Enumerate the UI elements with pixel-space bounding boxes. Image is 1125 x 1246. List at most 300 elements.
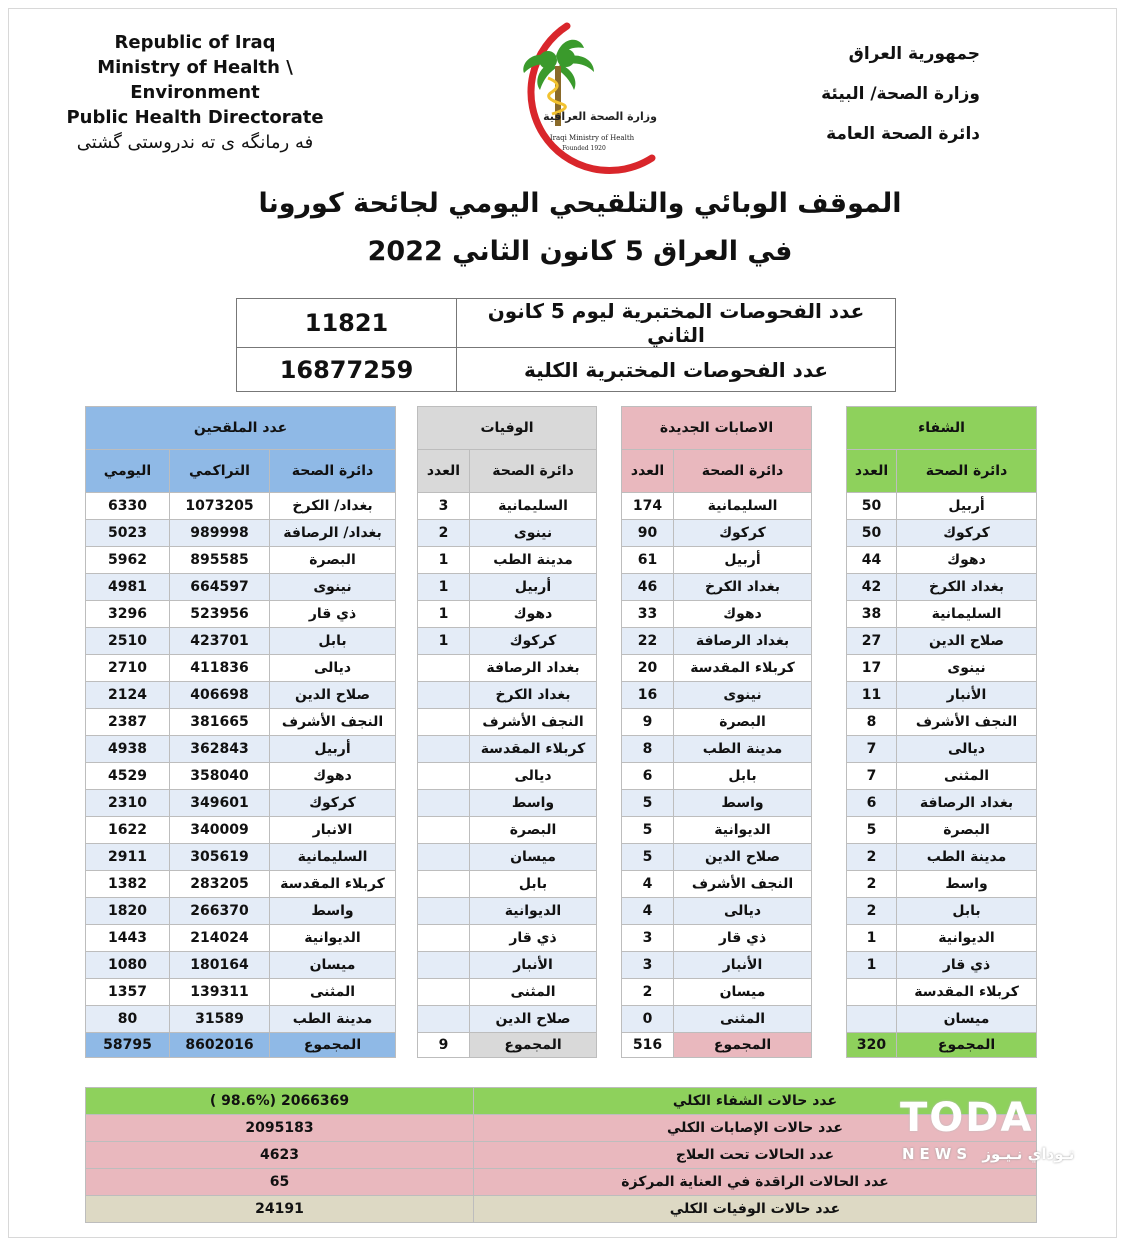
recovered-count-cell: 17 (847, 655, 897, 682)
column-gap (396, 925, 418, 952)
header-ar-line1: جمهورية العراق (848, 44, 980, 64)
column-gap (812, 520, 847, 547)
header-ar-line3: دائرة الصحة العامة (826, 124, 980, 144)
deaths-count-cell (418, 817, 470, 844)
vacc-directorate-cell: نينوى (270, 574, 396, 601)
vacc-daily-cell: 3296 (86, 601, 170, 628)
recovered-directorate-cell: ذي قار (897, 952, 1037, 979)
cases-directorate-cell: بغداد الكرخ (674, 574, 812, 601)
cases-directorate-cell: بابل (674, 763, 812, 790)
vacc-cumulative-cell: 358040 (170, 763, 270, 790)
column-gap (396, 844, 418, 871)
cases-total: 516 (622, 1033, 674, 1058)
table-row (86, 844, 1037, 871)
cases-count-cell: 90 (622, 520, 674, 547)
column-gap (396, 763, 418, 790)
recovered-count-col-header: العدد (847, 450, 897, 493)
vacc-daily-cell: 4529 (86, 763, 170, 790)
logo-en-text: Iraqi Ministry of Health (549, 134, 635, 142)
recovered-directorate-cell: ميسان (897, 1006, 1037, 1033)
recovered-count-cell: 5 (847, 817, 897, 844)
vacc-directorate-cell: الانبار (270, 817, 396, 844)
header-ar-line2: وزارة الصحة/ البيئة (821, 84, 980, 104)
recovered-count-cell: 11 (847, 682, 897, 709)
recovered-count-cell (847, 979, 897, 1006)
deaths-directorate-cell: بغداد الكرخ (470, 682, 597, 709)
vacc-cumulative-cell: 664597 (170, 574, 270, 601)
vacc-cumulative-cell: 523956 (170, 601, 270, 628)
table-row (86, 682, 1037, 709)
deaths-directorate-cell: بغداد الرصافة (470, 655, 597, 682)
deaths-count-cell: 1 (418, 547, 470, 574)
cases-count-cell: 174 (622, 493, 674, 520)
cases-directorate-cell: الأنبار (674, 952, 812, 979)
recovered-directorate-cell: كركوك (897, 520, 1037, 547)
column-gap (396, 952, 418, 979)
column-gap (812, 790, 847, 817)
column-gap (597, 547, 622, 574)
summary-value: ( 98.6%) 2066369 (86, 1088, 474, 1115)
table-row (86, 871, 1037, 898)
recovered-directorate-cell: ديالى (897, 736, 1037, 763)
lab-tests-daily-label: عدد الفحوصات المختبرية ليوم 5 كانون الثاني (457, 299, 896, 348)
vacc-daily-cell: 1443 (86, 925, 170, 952)
lab-tests-total-row (237, 348, 896, 392)
deaths-count-cell: 3 (418, 493, 470, 520)
deaths-directorate-cell: واسط (470, 790, 597, 817)
column-gap (396, 547, 418, 574)
cases-count-cell: 5 (622, 817, 674, 844)
table-row (86, 547, 1037, 574)
header-english (30, 30, 360, 155)
vacc-cumulative-cell: 283205 (170, 871, 270, 898)
summary-value: 65 (86, 1169, 474, 1196)
deaths-total-label: المجموع (470, 1033, 597, 1058)
recovered-count-cell: 1 (847, 952, 897, 979)
column-gap (812, 979, 847, 1006)
column-gap (597, 628, 622, 655)
page-title: الموقف الوبائي والتلقيحي اليومي لجائحة كورونا (258, 188, 902, 219)
column-gap (597, 1006, 622, 1033)
recovered-directorate-cell: كربلاء المقدسة (897, 979, 1037, 1006)
vacc-directorate-cell: ديالى (270, 655, 396, 682)
cases-directorate-cell: نينوى (674, 682, 812, 709)
deaths-count-cell (418, 655, 470, 682)
table-row (86, 520, 1037, 547)
recovered-count-cell: 8 (847, 709, 897, 736)
watermark-sub: NEWS تـوداي نـيـوز (902, 1145, 1075, 1163)
column-gap (597, 952, 622, 979)
cases-directorate-cell: ديالى (674, 898, 812, 925)
deaths-directorate-cell: المثنى (470, 979, 597, 1006)
lab-tests-table (236, 298, 896, 392)
table-row (86, 736, 1037, 763)
column-gap (812, 1033, 847, 1058)
vacc-cumulative-total: 8602016 (170, 1033, 270, 1058)
deaths-count-cell (418, 871, 470, 898)
cases-count-cell: 4 (622, 871, 674, 898)
logo-founded-text: Founded 1920 (562, 145, 606, 152)
column-gap (812, 763, 847, 790)
recovered-directorate-cell: السليمانية (897, 601, 1037, 628)
deaths-count-cell (418, 790, 470, 817)
header-arabic (821, 34, 980, 154)
lab-tests-total-label: عدد الفحوصات المختبرية الكلية (457, 348, 896, 392)
table-row (86, 628, 1037, 655)
summary-label: عدد الحالات الراقدة في العناية المركزة (474, 1169, 1037, 1196)
recovered-directorate-col-header: دائرة الصحة (897, 450, 1037, 493)
cases-count-cell: 46 (622, 574, 674, 601)
vacc-daily-cell: 5962 (86, 547, 170, 574)
vacc-daily-cell: 2124 (86, 682, 170, 709)
vacc-cumulative-cell: 340009 (170, 817, 270, 844)
recovered-count-cell: 50 (847, 493, 897, 520)
column-gap (597, 682, 622, 709)
cases-directorate-col-header: دائرة الصحة (674, 450, 812, 493)
recovered-count-cell: 7 (847, 763, 897, 790)
cases-directorate-cell: كركوك (674, 520, 812, 547)
cases-count-cell: 3 (622, 952, 674, 979)
totals-row (86, 1033, 1037, 1058)
summary-label: عدد الحالات تحت العلاج (474, 1142, 1037, 1169)
vacc-daily-cell: 2710 (86, 655, 170, 682)
summary-row (86, 1142, 1037, 1169)
column-gap (597, 736, 622, 763)
deaths-directorate-cell: الأنبار (470, 952, 597, 979)
recovered-total: 320 (847, 1033, 897, 1058)
column-gap (396, 709, 418, 736)
table-row (86, 574, 1037, 601)
column-gap (396, 736, 418, 763)
summary-row (86, 1196, 1037, 1223)
vacc-cumulative-cell: 266370 (170, 898, 270, 925)
lab-tests-daily-row (237, 299, 896, 348)
column-gap (396, 682, 418, 709)
column-gap (812, 736, 847, 763)
daily-stats-table (85, 406, 1037, 1058)
column-gap (597, 493, 622, 520)
table-row (86, 1006, 1037, 1033)
column-gap (812, 682, 847, 709)
vacc-daily-total: 58795 (86, 1033, 170, 1058)
cases-count-cell: 4 (622, 898, 674, 925)
column-gap (597, 407, 622, 450)
cases-directorate-cell: ميسان (674, 979, 812, 1006)
vacc-daily-cell: 6330 (86, 493, 170, 520)
vacc-daily-cell: 1357 (86, 979, 170, 1006)
recovered-count-cell: 6 (847, 790, 897, 817)
column-gap (812, 628, 847, 655)
column-gap (812, 547, 847, 574)
deaths-directorate-cell: النجف الأشرف (470, 709, 597, 736)
recovered-count-cell: 7 (847, 736, 897, 763)
group-header-row (86, 407, 1037, 450)
summary-row (86, 1115, 1037, 1142)
new-cases-group-header: الاصابات الجديدة (622, 407, 812, 450)
column-gap (812, 655, 847, 682)
column-gap (396, 407, 418, 450)
lab-tests-total-value: 16877259 (237, 348, 457, 392)
table-row (86, 925, 1037, 952)
column-gap (396, 450, 418, 493)
cases-total-label: المجموع (674, 1033, 812, 1058)
cases-count-col-header: العدد (622, 450, 674, 493)
logo-ar-text: وزارة الصحة العراقية (543, 110, 657, 123)
deaths-count-cell: 2 (418, 520, 470, 547)
cases-count-cell: 22 (622, 628, 674, 655)
column-gap (597, 790, 622, 817)
column-gap (396, 493, 418, 520)
column-gap (812, 925, 847, 952)
vacc-directorate-cell: كركوك (270, 790, 396, 817)
cases-count-cell: 8 (622, 736, 674, 763)
column-gap (597, 709, 622, 736)
vaccinated-group-header: عدد الملقحين (86, 407, 396, 450)
recovered-directorate-cell: مدينة الطب (897, 844, 1037, 871)
summary-label: عدد حالات الشفاء الكلي (474, 1088, 1037, 1115)
table-row (86, 655, 1037, 682)
deaths-directorate-cell: كركوك (470, 628, 597, 655)
deaths-count-cell (418, 763, 470, 790)
deaths-count-cell: 1 (418, 601, 470, 628)
column-gap (396, 574, 418, 601)
deaths-directorate-col-header: دائرة الصحة (470, 450, 597, 493)
vacc-cumulative-col-header: التراكمي (170, 450, 270, 493)
recovered-total-label: المجموع (897, 1033, 1037, 1058)
table-row (86, 952, 1037, 979)
deaths-directorate-cell: أربيل (470, 574, 597, 601)
column-header-row (86, 450, 1037, 493)
vacc-daily-cell: 1382 (86, 871, 170, 898)
vacc-daily-cell: 80 (86, 1006, 170, 1033)
recovered-count-cell: 1 (847, 925, 897, 952)
cases-count-cell: 2 (622, 979, 674, 1006)
cases-directorate-cell: بغداد الرصافة (674, 628, 812, 655)
vacc-directorate-cell: بابل (270, 628, 396, 655)
cases-count-cell: 9 (622, 709, 674, 736)
table-row (86, 790, 1037, 817)
column-gap (396, 979, 418, 1006)
vacc-cumulative-cell: 139311 (170, 979, 270, 1006)
column-gap (812, 817, 847, 844)
recovered-group-header: الشفاء (847, 407, 1037, 450)
column-gap (597, 450, 622, 493)
column-gap (597, 871, 622, 898)
recovered-directorate-cell: واسط (897, 871, 1037, 898)
vacc-daily-cell: 2310 (86, 790, 170, 817)
cases-count-cell: 61 (622, 547, 674, 574)
cases-directorate-cell: النجف الأشرف (674, 871, 812, 898)
summary-table (85, 1087, 1037, 1223)
vacc-cumulative-cell: 31589 (170, 1006, 270, 1033)
deaths-count-cell (418, 925, 470, 952)
deaths-count-cell (418, 979, 470, 1006)
column-gap (812, 1006, 847, 1033)
column-gap (597, 844, 622, 871)
column-gap (812, 574, 847, 601)
deaths-directorate-cell: الديوانية (470, 898, 597, 925)
vacc-directorate-cell: السليمانية (270, 844, 396, 871)
column-gap (812, 407, 847, 450)
vacc-daily-cell: 1080 (86, 952, 170, 979)
cases-count-cell: 16 (622, 682, 674, 709)
vacc-daily-cell: 1820 (86, 898, 170, 925)
summary-row (86, 1169, 1037, 1196)
vacc-total-label: المجموع (270, 1033, 396, 1058)
vacc-directorate-col-header: دائرة الصحة (270, 450, 396, 493)
column-gap (396, 655, 418, 682)
table-row (86, 763, 1037, 790)
table-row (86, 817, 1037, 844)
page-subtitle: في العراق 5 كانون الثاني 2022 (367, 236, 793, 267)
deaths-count-cell (418, 736, 470, 763)
column-gap (597, 601, 622, 628)
vacc-directorate-cell: النجف الأشرف (270, 709, 396, 736)
recovered-count-cell (847, 1006, 897, 1033)
column-gap (396, 817, 418, 844)
vacc-daily-cell: 2387 (86, 709, 170, 736)
vacc-cumulative-cell: 362843 (170, 736, 270, 763)
vacc-directorate-cell: ذي قار (270, 601, 396, 628)
cases-directorate-cell: دهوك (674, 601, 812, 628)
recovered-directorate-cell: النجف الأشرف (897, 709, 1037, 736)
deaths-count-cell (418, 682, 470, 709)
deaths-count-cell (418, 709, 470, 736)
vacc-directorate-cell: واسط (270, 898, 396, 925)
column-gap (597, 1033, 622, 1058)
vacc-directorate-cell: بغداد/ الرصافة (270, 520, 396, 547)
vacc-daily-cell: 2911 (86, 844, 170, 871)
cases-directorate-cell: الديوانية (674, 817, 812, 844)
cases-directorate-cell: أربيل (674, 547, 812, 574)
summary-row (86, 1088, 1037, 1115)
summary-value: 4623 (86, 1142, 474, 1169)
recovered-directorate-cell: أربيل (897, 493, 1037, 520)
vacc-cumulative-cell: 349601 (170, 790, 270, 817)
column-gap (597, 655, 622, 682)
cases-directorate-cell: السليمانية (674, 493, 812, 520)
header-en-line2: Ministry of Health \ Environment (97, 57, 293, 103)
recovered-directorate-cell: دهوك (897, 547, 1037, 574)
vacc-directorate-cell: مدينة الطب (270, 1006, 396, 1033)
cases-count-cell: 20 (622, 655, 674, 682)
lab-tests-daily-value: 11821 (237, 299, 457, 348)
recovered-count-cell: 44 (847, 547, 897, 574)
column-gap (396, 1006, 418, 1033)
vacc-cumulative-cell: 180164 (170, 952, 270, 979)
column-gap (396, 1033, 418, 1058)
recovered-directorate-cell: المثنى (897, 763, 1037, 790)
vacc-cumulative-cell: 381665 (170, 709, 270, 736)
column-gap (597, 979, 622, 1006)
column-gap (396, 898, 418, 925)
vacc-cumulative-cell: 989998 (170, 520, 270, 547)
deaths-directorate-cell: بابل (470, 871, 597, 898)
recovered-directorate-cell: البصرة (897, 817, 1037, 844)
recovered-directorate-cell: الأنبار (897, 682, 1037, 709)
summary-label: عدد حالات الإصابات الكلي (474, 1115, 1037, 1142)
cases-directorate-cell: كربلاء المقدسة (674, 655, 812, 682)
column-gap (812, 871, 847, 898)
summary-label: عدد حالات الوفيات الكلي (474, 1196, 1037, 1223)
deaths-count-cell (418, 1006, 470, 1033)
deaths-directorate-cell: البصرة (470, 817, 597, 844)
deaths-count-cell (418, 952, 470, 979)
cases-count-cell: 5 (622, 844, 674, 871)
vacc-daily-cell: 4981 (86, 574, 170, 601)
recovered-directorate-cell: بغداد الرصافة (897, 790, 1037, 817)
table-row (86, 493, 1037, 520)
deaths-directorate-cell: ذي قار (470, 925, 597, 952)
deaths-count-col-header: العدد (418, 450, 470, 493)
deaths-directorate-cell: كربلاء المقدسة (470, 736, 597, 763)
column-gap (396, 628, 418, 655)
deaths-directorate-cell: ديالى (470, 763, 597, 790)
recovered-directorate-cell: صلاح الدين (897, 628, 1037, 655)
column-gap (812, 450, 847, 493)
recovered-count-cell: 2 (847, 898, 897, 925)
column-gap (812, 601, 847, 628)
recovered-directorate-cell: بغداد الكرخ (897, 574, 1037, 601)
vacc-directorate-cell: كربلاء المقدسة (270, 871, 396, 898)
vacc-directorate-cell: ميسان (270, 952, 396, 979)
cases-directorate-cell: ذي قار (674, 925, 812, 952)
vacc-cumulative-cell: 214024 (170, 925, 270, 952)
recovered-directorate-cell: نينوى (897, 655, 1037, 682)
header-en-line1: Republic of Iraq (114, 32, 276, 53)
deaths-directorate-cell: صلاح الدين (470, 1006, 597, 1033)
cases-count-cell: 33 (622, 601, 674, 628)
vacc-directorate-cell: الديوانية (270, 925, 396, 952)
vacc-daily-cell: 5023 (86, 520, 170, 547)
todaynews-watermark (900, 1093, 1075, 1173)
deaths-total: 9 (418, 1033, 470, 1058)
column-gap (812, 844, 847, 871)
cases-directorate-cell: البصرة (674, 709, 812, 736)
vacc-directorate-cell: دهوك (270, 763, 396, 790)
recovered-directorate-cell: الديوانية (897, 925, 1037, 952)
recovered-count-cell: 42 (847, 574, 897, 601)
recovered-count-cell: 38 (847, 601, 897, 628)
column-gap (597, 574, 622, 601)
column-gap (812, 898, 847, 925)
vacc-cumulative-cell: 305619 (170, 844, 270, 871)
column-gap (812, 709, 847, 736)
recovered-count-cell: 27 (847, 628, 897, 655)
vacc-daily-cell: 1622 (86, 817, 170, 844)
deaths-count-cell (418, 844, 470, 871)
column-gap (597, 520, 622, 547)
cases-directorate-cell: مدينة الطب (674, 736, 812, 763)
vacc-daily-cell: 4938 (86, 736, 170, 763)
header-en-line3: Public Health Directorate (66, 107, 324, 128)
cases-count-cell: 5 (622, 790, 674, 817)
deaths-count-cell: 1 (418, 628, 470, 655)
table-row (86, 601, 1037, 628)
cases-count-cell: 0 (622, 1006, 674, 1033)
column-gap (597, 817, 622, 844)
deaths-group-header: الوفيات (418, 407, 597, 450)
column-gap (396, 790, 418, 817)
cases-count-cell: 3 (622, 925, 674, 952)
column-gap (812, 493, 847, 520)
deaths-directorate-cell: السليمانية (470, 493, 597, 520)
vacc-cumulative-cell: 895585 (170, 547, 270, 574)
ministry-logo (472, 18, 672, 178)
deaths-directorate-cell: نينوى (470, 520, 597, 547)
vacc-directorate-cell: أربيل (270, 736, 396, 763)
vacc-cumulative-cell: 1073205 (170, 493, 270, 520)
